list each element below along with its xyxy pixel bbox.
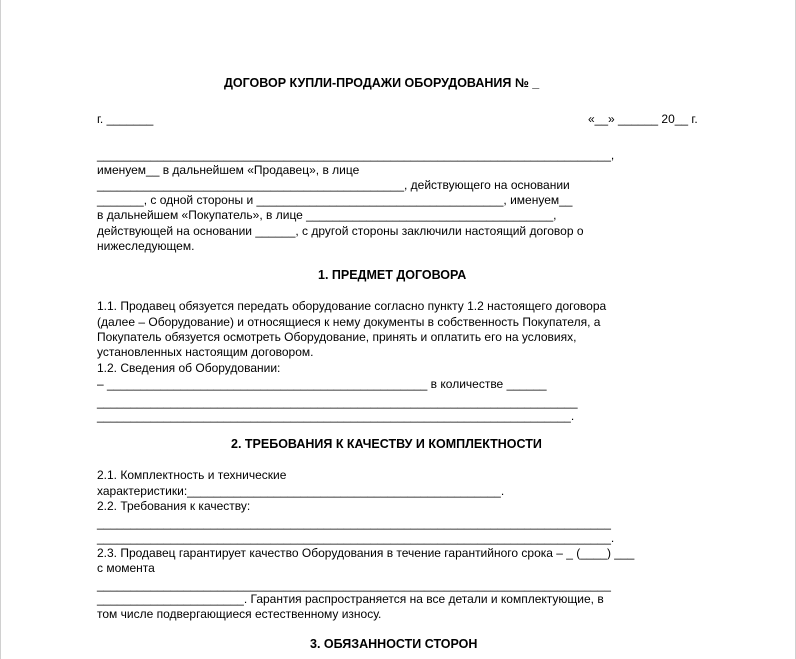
section-heading: 3. ОБЯЗАННОСТИ СТОРОН [310, 637, 478, 651]
preamble-line: действующей на основании ______, с другой стороны заключили настоящий договор о [97, 224, 584, 238]
section-text-line: ________________________________________________________________________ [97, 395, 578, 409]
preamble-line: именуем__ в дальнейшем «Продавец», в лице [97, 163, 360, 177]
section-text-line: том числе подвергающиеся естественному износу. [97, 607, 382, 621]
preamble-line: _______, с одной стороны и _____________________________________, именуем__ [97, 193, 573, 207]
section-text-line: 1.1. Продавец обязуется передать оборудование согласно пункту 1.2 настоящего договора [97, 299, 607, 313]
section-text-line: 2.3. Продавец гарантирует качество Оборудования в течение гарантийного срока – _ (____) ___ [97, 546, 635, 560]
preamble-line: в дальнейшем «Покупатель», в лице _____________________________________, [97, 208, 557, 222]
section-text-line: _____________________________________________________________________________. [97, 531, 615, 545]
section-heading: 2. ТРЕБОВАНИЯ К КАЧЕСТВУ И КОМПЛЕКТНОСТИ [231, 437, 542, 451]
section-text-line: – ________________________________________________ в количестве ______ [97, 377, 547, 391]
section-text-line: (далее – Оборудование) и относящиеся к нему документы в собственность Покупателя, а [97, 315, 601, 329]
section-text-line: с момента [97, 561, 155, 575]
section-text-line: характеристики:_______________________________________________. [97, 484, 505, 498]
section-text-line: _____________________________________________________________________________ [97, 516, 611, 530]
section-text-line: Покупатель обязуется осмотреть Оборудование, принять и оплатить его на условиях, [97, 330, 577, 344]
date-line[interactable]: «__» ______ 20__ г. [588, 112, 698, 126]
section-text-line: _____________________________________________________________________________ [97, 578, 611, 592]
section-text-line: 2.2. Требования к качеству: [97, 499, 251, 513]
preamble-line: _____________________________________________________________________________, [97, 148, 615, 162]
section-text-line: установленных настоящим договором. [97, 345, 314, 359]
section-text-line: ______________________. Гарантия распространяется на все детали и комплектующие, в [97, 592, 604, 606]
preamble-line: нижеследующем. [97, 239, 195, 253]
preamble-line: ______________________________________________, действующего на основании [97, 178, 570, 192]
section-heading: 1. ПРЕДМЕТ ДОГОВОРА [318, 268, 467, 282]
section-text-line: 1.2. Сведения об Оборудовании: [97, 361, 281, 375]
section-text-line: _______________________________________________________________________. [97, 409, 575, 423]
city-line[interactable]: г. _______ [97, 112, 154, 126]
section-text-line: 2.1. Комплектность и технические [97, 468, 287, 482]
document-title: ДОГОВОР КУПЛИ-ПРОДАЖИ ОБОРУДОВАНИЯ № _ [224, 76, 540, 90]
